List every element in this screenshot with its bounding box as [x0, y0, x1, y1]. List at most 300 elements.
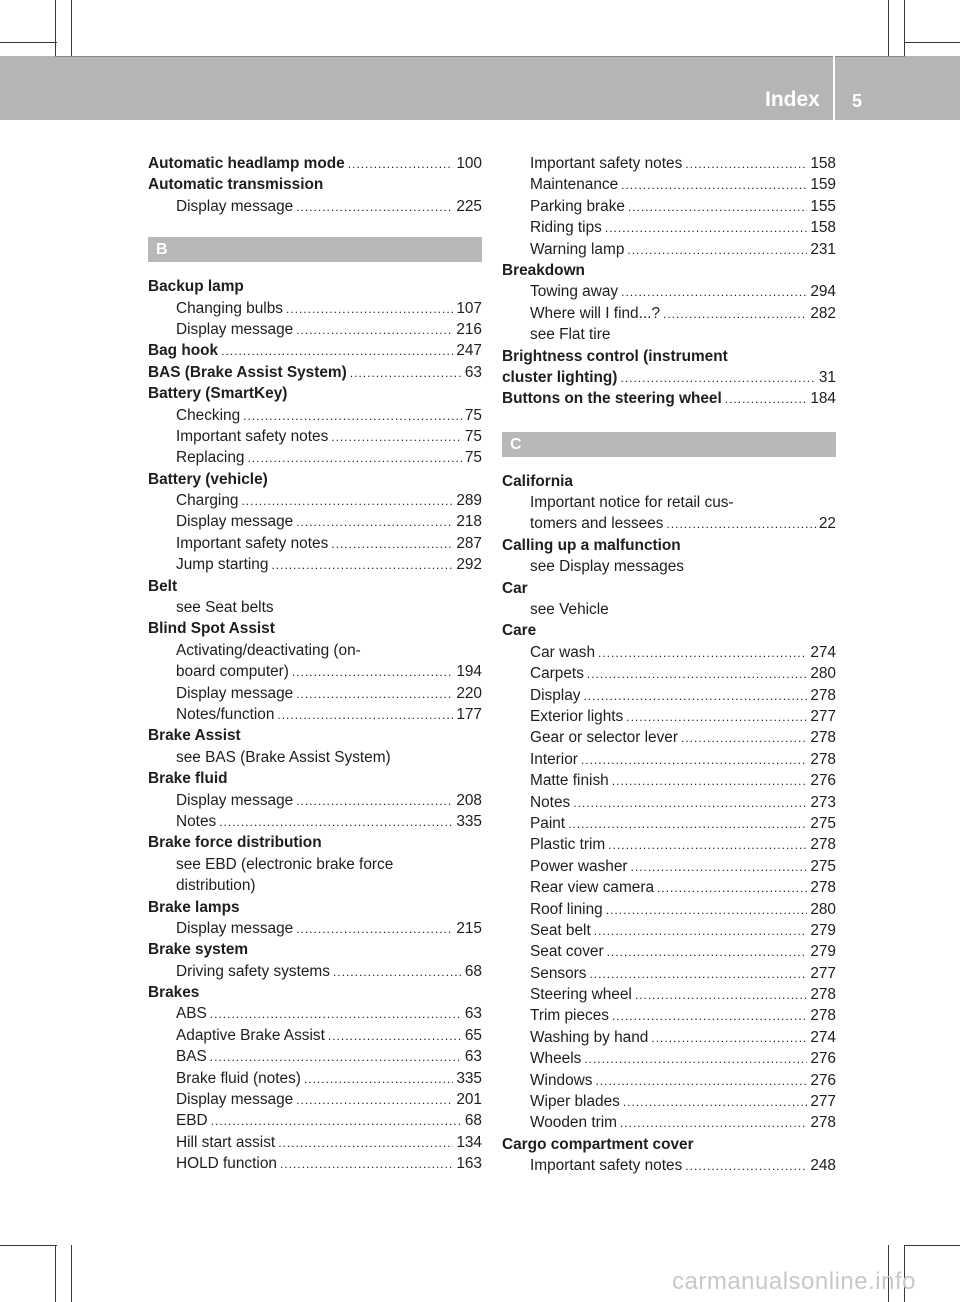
page-ref[interactable]: 278: [810, 1114, 836, 1132]
index-entry: [148, 768, 482, 789]
entry-term: ABS: [176, 1005, 207, 1023]
entry-term: Interior: [530, 750, 578, 768]
page-ref[interactable]: 280: [810, 665, 836, 683]
index-subentry: [148, 1025, 482, 1046]
entry-term: Backup lamp: [148, 278, 244, 296]
page-ref[interactable]: 278: [810, 879, 836, 897]
dot-leader: [573, 793, 807, 813]
dot-leader: [210, 1004, 462, 1024]
index-subentry: [502, 899, 836, 920]
page-ref[interactable]: 134: [456, 1133, 482, 1151]
page-ref[interactable]: 276: [810, 1050, 836, 1068]
index-entry: [502, 1134, 836, 1155]
page-ref[interactable]: 63: [464, 1048, 482, 1066]
dot-leader: [595, 1071, 807, 1091]
page-ref[interactable]: 277: [810, 707, 836, 725]
index-subentry: [502, 642, 836, 663]
dot-leader: [296, 197, 453, 217]
entry-term: Parking brake: [530, 197, 625, 215]
entry-term: Automatic transmission: [148, 176, 324, 194]
page-ref[interactable]: 231: [810, 240, 836, 258]
entry-term: Car wash: [530, 643, 596, 661]
entry-term: distribution): [176, 877, 256, 895]
index-subentry: [502, 877, 836, 898]
entries-right-post: [502, 471, 836, 1177]
page-ref[interactable]: 294: [810, 283, 836, 301]
index-subentry: [502, 1048, 836, 1069]
entry-term: Cargo compartment cover: [502, 1135, 694, 1153]
index-subentry: [148, 1003, 482, 1024]
dot-leader: [605, 218, 807, 238]
entry-term: Adaptive Brake Assist: [176, 1026, 325, 1044]
page-ref[interactable]: 201: [456, 1091, 482, 1109]
dot-leader: [296, 919, 453, 939]
entry-term: Towing away: [530, 283, 619, 301]
watermark: carmanualsonline.info: [672, 1268, 916, 1295]
index-entry: [148, 340, 482, 361]
index-subentry: [148, 597, 482, 618]
dot-leader: [628, 197, 807, 217]
index-subentry: [148, 1110, 482, 1131]
entry-term: see Seat belts: [176, 599, 274, 617]
dot-leader: [296, 791, 453, 811]
index-entry: [502, 260, 836, 281]
entry-term: Display message: [176, 919, 294, 937]
page-ref[interactable]: 275: [810, 814, 836, 832]
index-entry: [148, 362, 482, 383]
index-subentry: [148, 1046, 482, 1067]
index-subentry: [502, 303, 836, 324]
index-subentry: [148, 447, 482, 468]
entry-term: Blind Spot Assist: [148, 620, 275, 638]
entry-term: Checking: [176, 406, 241, 424]
entry-term: Brake fluid (notes): [176, 1069, 301, 1087]
entry-term: tomers and lessees: [530, 515, 664, 533]
dot-leader: [241, 491, 453, 511]
index-subentry: [148, 961, 482, 982]
index-subentry: [502, 706, 836, 727]
page-ref[interactable]: 278: [810, 729, 836, 747]
entry-term: Roof lining: [530, 900, 603, 918]
index-subentry: [148, 704, 482, 725]
entry-term: Where will I find...?: [530, 304, 661, 322]
entry-term: HOLD function: [176, 1155, 277, 1173]
entry-term: cluster lighting): [502, 368, 618, 386]
index-entry: [148, 276, 482, 297]
entry-term: Exterior lights: [530, 707, 624, 725]
entry-term: Matte finish: [530, 772, 609, 790]
index-entry: [148, 725, 482, 746]
index-subentry: [502, 556, 836, 577]
index-subentry: [502, 941, 836, 962]
index-subentry: [502, 920, 836, 941]
entry-term: Important safety notes: [530, 155, 683, 172]
page-ref[interactable]: 63: [464, 1005, 482, 1023]
page-ref[interactable]: 68: [464, 1112, 482, 1130]
index-subentry: [502, 217, 836, 238]
dot-leader: [587, 664, 807, 684]
index-subentry: [148, 490, 482, 511]
page-ref[interactable]: 289: [456, 492, 482, 510]
index-subentry: [502, 749, 836, 770]
index-subentry: [502, 239, 836, 260]
dot-leader: [612, 771, 808, 791]
page-ref[interactable]: 22: [818, 515, 836, 533]
page-ref[interactable]: 278: [810, 750, 836, 768]
entry-term: Changing bulbs: [176, 299, 283, 317]
page-ref[interactable]: 280: [810, 900, 836, 918]
index-subentry: [148, 683, 482, 704]
dot-leader: [607, 942, 808, 962]
entry-term: Carpets: [530, 665, 584, 683]
dot-leader: [635, 985, 807, 1005]
dot-leader: [631, 857, 808, 877]
page-ref[interactable]: 248: [810, 1157, 836, 1175]
entry-term: Plastic trim: [530, 836, 606, 854]
index-entry: [502, 471, 836, 492]
entry-term: Warning lamp: [530, 240, 625, 258]
dot-leader: [620, 368, 815, 388]
index-entry: [148, 832, 482, 853]
page-ref[interactable]: 107: [456, 299, 482, 317]
dot-leader: [328, 1026, 462, 1046]
page-ref[interactable]: 75: [464, 449, 482, 467]
page-ref[interactable]: 276: [810, 772, 836, 790]
page-ref[interactable]: 225: [456, 197, 482, 215]
entry-term: Brake system: [148, 941, 249, 959]
page-number: 5: [852, 91, 863, 111]
entry-term: Steering wheel: [530, 986, 632, 1004]
dot-leader: [331, 427, 462, 447]
page-ref[interactable]: 292: [456, 556, 482, 574]
entry-term: see BAS (Brake Assist System): [176, 748, 391, 766]
crop-mark: [0, 42, 57, 43]
page-ref[interactable]: 335: [456, 1069, 482, 1087]
index-subentry: [502, 599, 836, 620]
index-entry: [502, 367, 836, 388]
dot-leader: [304, 1069, 453, 1089]
index-subentry: [502, 984, 836, 1005]
dot-leader: [685, 1156, 807, 1176]
page-ref[interactable]: 184: [810, 390, 836, 408]
entry-term: BAS: [176, 1048, 207, 1066]
entry-term: Brakes: [148, 984, 200, 1002]
index-entry: [148, 618, 482, 639]
index-subentry: [148, 661, 482, 682]
index-subentry: [148, 918, 482, 939]
dot-leader: [333, 962, 462, 982]
dot-leader: [296, 684, 453, 704]
entry-term: Important notice for retail cus-: [530, 494, 734, 512]
page-ref[interactable]: 65: [464, 1026, 482, 1044]
dot-leader: [620, 1113, 807, 1133]
entry-term: Brake Assist: [148, 727, 241, 745]
index-subentry: [148, 790, 482, 811]
index-subentry: [502, 813, 836, 834]
index-subentry: [502, 792, 836, 813]
page-ref[interactable]: 194: [456, 663, 482, 681]
entry-term: Display message: [176, 320, 294, 338]
dot-leader: [651, 1028, 807, 1048]
entry-term: Display message: [176, 684, 294, 702]
dot-leader: [221, 341, 453, 361]
dot-leader: [280, 1154, 453, 1174]
entry-term: board computer): [176, 663, 289, 681]
entry-term: Important safety notes: [530, 1157, 683, 1175]
page-ref[interactable]: 63: [464, 363, 482, 381]
entry-term: Belt: [148, 577, 178, 595]
entry-term: Display message: [176, 791, 294, 809]
dot-leader: [626, 707, 807, 727]
index-subentry: [502, 513, 836, 534]
index-subentry: [502, 727, 836, 748]
entry-term: Paint: [530, 814, 566, 832]
section-letter-b: B: [148, 237, 482, 262]
entry-term: Car: [502, 579, 528, 597]
page-ref[interactable]: 279: [810, 921, 836, 939]
index-subentry: [148, 1153, 482, 1174]
entry-term: Battery (vehicle): [148, 470, 268, 488]
index-subentry: [148, 640, 482, 661]
index-subentry: [502, 1155, 836, 1176]
index-entry: [148, 982, 482, 1003]
entry-term: Display message: [176, 513, 294, 531]
dot-leader: [278, 1133, 453, 1153]
index-subentry: [148, 511, 482, 532]
section-letter-c: C: [502, 432, 836, 457]
dot-leader: [725, 389, 808, 409]
entry-term: California: [502, 472, 573, 490]
page-ref[interactable]: 100: [456, 155, 482, 172]
header-separator: [833, 56, 835, 120]
page-ref[interactable]: 278: [810, 686, 836, 704]
dot-leader: [612, 1006, 807, 1026]
index-subentry: [502, 281, 836, 302]
entry-term: Buttons on the steering wheel: [502, 390, 722, 408]
index-subentry: [502, 1070, 836, 1091]
index-subentry: [148, 298, 482, 319]
index-entry: [502, 535, 836, 556]
index-subentry: [502, 153, 836, 174]
entry-term: EBD: [176, 1112, 208, 1130]
entry-term: Driving safety systems: [176, 962, 330, 980]
crop-mark: [0, 1245, 57, 1246]
page-ref[interactable]: 279: [810, 943, 836, 961]
dot-leader: [331, 534, 453, 554]
index-subentry: [148, 405, 482, 426]
entry-term: Charging: [176, 492, 239, 510]
index-entry: [148, 576, 482, 597]
page-ref[interactable]: 216: [456, 320, 482, 338]
index-subentry: [502, 834, 836, 855]
index-subentry: [502, 1091, 836, 1112]
dot-leader: [286, 299, 453, 319]
entry-term: Gear or selector lever: [530, 729, 678, 747]
entry-term: Brake force distribution: [148, 834, 322, 852]
dot-leader: [277, 705, 453, 725]
index-subentry: [502, 174, 836, 195]
entry-term: Seat cover: [530, 943, 604, 961]
dot-leader: [666, 514, 815, 534]
entry-term: Display message: [176, 1091, 294, 1109]
entry-term: Brake lamps: [148, 898, 240, 916]
dot-leader: [685, 154, 807, 174]
entry-term: Wheels: [530, 1050, 582, 1068]
page-ref[interactable]: 278: [810, 1007, 836, 1025]
index-entry: [148, 153, 482, 174]
page-ref[interactable]: 75: [464, 427, 482, 445]
page-ref[interactable]: 158: [810, 155, 836, 172]
dot-leader: [581, 750, 807, 770]
entry-term: Automatic headlamp mode: [148, 155, 345, 172]
index-entry: [502, 620, 836, 641]
dot-leader: [583, 686, 807, 706]
page-ref[interactable]: 68: [464, 962, 482, 980]
dot-leader: [623, 1092, 807, 1112]
page-ref[interactable]: 278: [810, 836, 836, 854]
dot-leader: [296, 512, 453, 532]
index-entry: [148, 469, 482, 490]
page-ref[interactable]: 177: [456, 705, 482, 723]
dot-leader: [584, 1049, 807, 1069]
page-ref[interactable]: 220: [456, 684, 482, 702]
page-ref[interactable]: 215: [456, 919, 482, 937]
entry-term: Notes/function: [176, 705, 275, 723]
entries-left-post: [148, 276, 482, 1174]
page-ref[interactable]: 208: [456, 791, 482, 809]
page-ref[interactable]: 247: [456, 342, 482, 360]
page-ref[interactable]: 282: [810, 304, 836, 322]
dot-leader: [271, 555, 453, 575]
index-subentry: [502, 324, 836, 345]
dot-leader: [247, 448, 461, 468]
dot-leader: [681, 728, 807, 748]
index-entry: [148, 383, 482, 404]
page-ref[interactable]: 274: [810, 1028, 836, 1046]
crop-mark: [888, 0, 889, 58]
index-subentry: [148, 533, 482, 554]
index-entry: [148, 897, 482, 918]
entry-term: Brake fluid: [148, 770, 228, 788]
dot-leader: [348, 154, 454, 174]
page-ref[interactable]: 278: [810, 986, 836, 1004]
index-column-left: [148, 153, 482, 1175]
entry-term: Care: [502, 622, 537, 640]
entry-term: Breakdown: [502, 261, 585, 279]
entry-term: Notes: [530, 793, 571, 811]
page-ref[interactable]: 31: [818, 368, 836, 386]
page-ref[interactable]: 75: [464, 406, 482, 424]
page-ref[interactable]: 159: [810, 176, 836, 194]
dot-leader: [350, 363, 462, 383]
page-ref[interactable]: 287: [456, 534, 482, 552]
entry-term: see EBD (electronic brake force: [176, 855, 394, 873]
entry-term: Riding tips: [530, 219, 602, 237]
entry-term: Notes: [176, 812, 217, 830]
index-entry: [148, 939, 482, 960]
dot-leader: [657, 878, 807, 898]
index-subentry: [148, 426, 482, 447]
page-ref[interactable]: 163: [456, 1155, 482, 1173]
dot-leader: [663, 304, 807, 324]
entry-term: BAS (Brake Assist System): [148, 363, 347, 381]
entry-term: see Flat tire: [530, 326, 611, 344]
dot-leader: [296, 1090, 453, 1110]
entry-term: Wooden trim: [530, 1114, 617, 1132]
dot-leader: [210, 1047, 462, 1067]
entry-term: Seat belt: [530, 921, 591, 939]
index-subentry: [148, 1068, 482, 1089]
dot-leader: [589, 964, 807, 984]
dot-leader: [243, 406, 462, 426]
index-entry: [502, 578, 836, 599]
page-ref[interactable]: 274: [810, 643, 836, 661]
entry-term: see Display messages: [530, 558, 684, 576]
crop-mark: [904, 42, 960, 43]
crop-mark: [904, 1245, 960, 1246]
index-subentry: [502, 1027, 836, 1048]
entry-term: Rear view camera: [530, 879, 655, 897]
index-subentry: [502, 663, 836, 684]
index-subentry: [502, 492, 836, 513]
entry-term: Replacing: [176, 449, 245, 467]
page-ref[interactable]: 218: [456, 513, 482, 531]
page-ref[interactable]: 335: [456, 812, 482, 830]
dot-leader: [621, 282, 807, 302]
index-subentry: [148, 1089, 482, 1110]
entry-term: Sensors: [530, 964, 587, 982]
entry-term: Calling up a malfunction: [502, 536, 681, 554]
entry-term: Activating/deactivating (on-: [176, 641, 361, 659]
index-column-right: [502, 153, 836, 1177]
page-ref[interactable]: 158: [810, 219, 836, 237]
dot-leader: [211, 1111, 462, 1131]
page-ref[interactable]: 277: [810, 964, 836, 982]
index-subentry: [148, 319, 482, 340]
page-ref[interactable]: 155: [810, 197, 836, 215]
dot-leader: [598, 643, 807, 663]
entry-term: see Vehicle: [530, 601, 609, 619]
page-ref[interactable]: 276: [810, 1071, 836, 1089]
entry-term: Windows: [530, 1071, 593, 1089]
page-ref[interactable]: 273: [810, 793, 836, 811]
dot-leader: [594, 921, 808, 941]
crop-mark: [55, 1245, 56, 1302]
entries-right-pre: [502, 153, 836, 410]
dot-leader: [568, 814, 807, 834]
index-subentry: [148, 1132, 482, 1153]
entry-term: Trim pieces: [530, 1007, 609, 1025]
index-subentry: [502, 963, 836, 984]
entry-term: Power washer: [530, 857, 628, 875]
entry-term: Display: [530, 686, 581, 704]
index-subentry: [502, 1005, 836, 1026]
index-subentry: [502, 770, 836, 791]
page-title: Index: [765, 88, 820, 111]
page-ref[interactable]: 275: [810, 857, 836, 875]
entries-left-pre: [148, 153, 482, 217]
entry-term: Important safety notes: [176, 427, 329, 445]
crop-mark: [71, 1245, 72, 1302]
entry-term: Bag hook: [148, 342, 219, 360]
index-subentry: [502, 1112, 836, 1133]
entry-term: Battery (SmartKey): [148, 385, 288, 403]
entry-term: Wiper blades: [530, 1093, 620, 1111]
index-entry: [502, 346, 836, 367]
page-ref[interactable]: 277: [810, 1093, 836, 1111]
dot-leader: [219, 812, 453, 832]
entry-term: Important safety notes: [176, 534, 329, 552]
